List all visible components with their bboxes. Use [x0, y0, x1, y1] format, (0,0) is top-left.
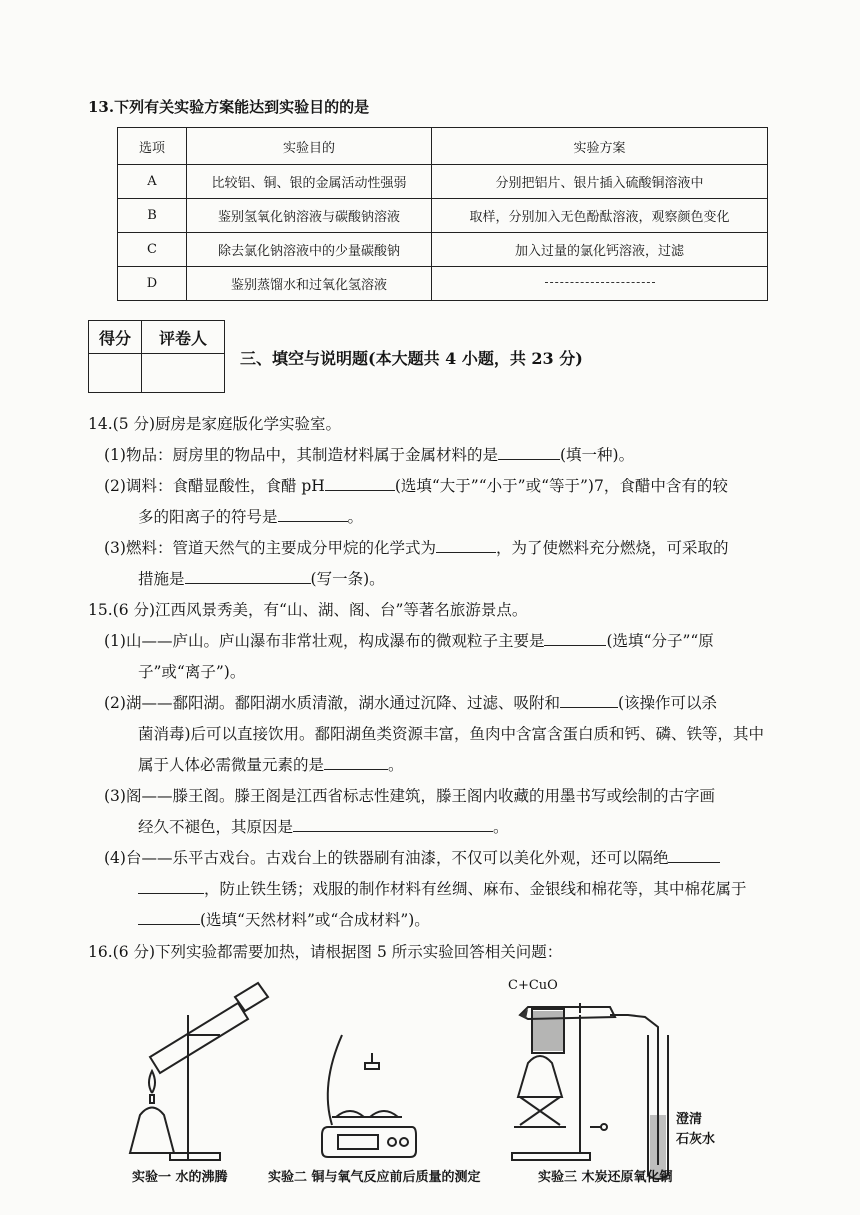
- answer-blank[interactable]: [138, 877, 204, 894]
- text: (该操作可以杀: [617, 694, 718, 712]
- label-c-cuo: C+CuO: [508, 978, 558, 993]
- row-purpose: 比较铝、铜、银的金属活动性强弱: [187, 165, 432, 199]
- q15-part1: [104, 629, 714, 651]
- header-purpose: 实验目的: [187, 128, 432, 165]
- q14-part1: [104, 443, 634, 465]
- answer-blank: [545, 282, 655, 283]
- q15-part2: [104, 691, 717, 713]
- q15-part1-cont: 子”或“离子”)。: [138, 663, 246, 681]
- text: ，为了使燃料充分燃烧，可采取的: [495, 539, 729, 557]
- row-option: A: [118, 165, 187, 199]
- label-limewater-2: 石灰水: [676, 1132, 716, 1147]
- table-row: [118, 233, 768, 267]
- experiment-2-apparatus: [322, 1035, 416, 1157]
- row-plan: 分别把铝片、银片插入硫酸铜溶液中: [432, 165, 768, 199]
- table-row: [118, 267, 768, 301]
- q15-part3: (3)阁——滕王阁。滕王阁是江西省标志性建筑，滕王阁内收藏的用墨书写或绘制的古字画: [104, 787, 715, 805]
- text: (1)山——庐山。庐山瀑布非常壮观，构成瀑布的微观粒子主要是: [104, 632, 545, 650]
- answer-blank[interactable]: [293, 815, 493, 832]
- q15-part2-cont2: [138, 753, 404, 775]
- row-option: B: [118, 199, 187, 233]
- q15-part4-cont2: [138, 908, 430, 930]
- q14-part2: [104, 474, 728, 496]
- text: (填一种)。: [559, 446, 635, 464]
- caption-experiment-3: 实验三 木炭还原氧化铜: [538, 1170, 673, 1185]
- text: (2)调料：食醋显酸性，食醋 pH: [104, 477, 325, 495]
- text: 。: [493, 818, 509, 836]
- experiment-figure: [110, 975, 770, 1185]
- answer-blank[interactable]: [324, 753, 388, 770]
- answer-blank[interactable]: [668, 846, 720, 863]
- q14-part3-cont: [138, 567, 385, 589]
- text: (2)湖——鄱阳湖。鄱阳湖水质清澈，湖水通过沉降、过滤、吸附和: [104, 694, 560, 712]
- answer-blank[interactable]: [544, 629, 606, 646]
- answer-blank[interactable]: [325, 474, 395, 491]
- q14-part2-cont: [138, 505, 363, 527]
- score-box: [88, 320, 225, 393]
- experiment-1-apparatus: [130, 983, 268, 1160]
- row-plan: 加入过量的氯化钙溶液，过滤: [432, 233, 768, 267]
- q16-stem: 16.(6 分)下列实验都需要加热，请根据图 5 所示实验回答相关问题：: [88, 943, 563, 961]
- text: (1)物品：厨房里的物品中，其制造材料属于金属材料的是: [104, 446, 498, 464]
- row-option: D: [118, 267, 187, 301]
- row-purpose: 鉴别蒸馏水和过氧化氢溶液: [187, 267, 432, 301]
- text: (3)燃料：管道天然气的主要成分甲烷的化学式为: [104, 539, 436, 557]
- text: 属于人体必需微量元素的是: [138, 756, 325, 774]
- text: (选填“分子”“原: [606, 632, 714, 650]
- text: 。: [388, 756, 404, 774]
- table-row: [118, 165, 768, 199]
- section-title: 三、填空与说明题(本大题共 4 小题，共 23 分): [240, 349, 583, 368]
- q15-part4: [104, 846, 720, 868]
- header-option: 选项: [118, 128, 187, 165]
- q14-part3: [104, 536, 728, 558]
- answer-blank[interactable]: [138, 908, 200, 925]
- q15-part2-cont: 菌消毒)后可以直接饮用。鄱阳湖鱼类资源丰富，鱼肉中含富含蛋白质和钙、磷、铁等，其中: [138, 725, 765, 743]
- row-plan-blank[interactable]: [432, 267, 768, 301]
- text: (选填“天然材料”或“合成材料”)。: [200, 911, 430, 929]
- row-purpose: 鉴别氢氧化钠溶液与碳酸钠溶液: [187, 199, 432, 233]
- answer-blank[interactable]: [498, 443, 560, 460]
- text: 措施是: [138, 570, 185, 588]
- text: (写一条)。: [310, 570, 385, 588]
- q15-stem: 15.(6 分)江西风景秀美，有“山、湖、阁、台”等著名旅游景点。: [88, 601, 528, 619]
- row-purpose: 除去氯化钠溶液中的少量碳酸钠: [187, 233, 432, 267]
- caption-experiment-2: 实验二 铜与氧气反应前后质量的测定: [268, 1170, 481, 1185]
- grader-label: 评卷人: [142, 321, 225, 354]
- caption-experiment-1: 实验一 水的沸腾: [132, 1170, 228, 1185]
- q14-stem: 14.(5 分)厨房是家庭版化学实验室。: [88, 415, 342, 433]
- score-cell[interactable]: [89, 354, 142, 393]
- table-row: [118, 199, 768, 233]
- text: 经久不褪色，其原因是: [138, 818, 294, 836]
- q15-part4-cont: [138, 877, 747, 899]
- table-header-row: [118, 128, 768, 165]
- text: (选填“大于”“小于”或“等于”)7，食醋中含有的较: [394, 477, 728, 495]
- answer-blank[interactable]: [185, 567, 311, 584]
- q13-stem: 13.下列有关实验方案能达到实验目的的是: [88, 98, 370, 116]
- q15-part3-cont: [138, 815, 509, 837]
- answer-blank[interactable]: [436, 536, 496, 553]
- answer-blank[interactable]: [278, 505, 348, 522]
- text: (4)台——乐平古戏台。古戏台上的铁器刷有油漆，不仅可以美化外观，还可以隔绝: [104, 849, 669, 867]
- score-label: 得分: [89, 321, 142, 354]
- answer-blank[interactable]: [560, 691, 618, 708]
- header-plan: 实验方案: [432, 128, 768, 165]
- grader-cell[interactable]: [142, 354, 225, 393]
- q13-table: [117, 127, 768, 301]
- text: 多的阳离子的符号是: [138, 508, 278, 526]
- text: 。: [347, 508, 364, 526]
- row-plan: 取样，分别加入无色酚酞溶液，观察颜色变化: [432, 199, 768, 233]
- text: ，防止铁生锈；戏服的制作材料有丝绸、麻布、金银线和棉花等，其中棉花属于: [204, 880, 747, 898]
- row-option: C: [118, 233, 187, 267]
- label-limewater-1: 澄清: [676, 1112, 703, 1127]
